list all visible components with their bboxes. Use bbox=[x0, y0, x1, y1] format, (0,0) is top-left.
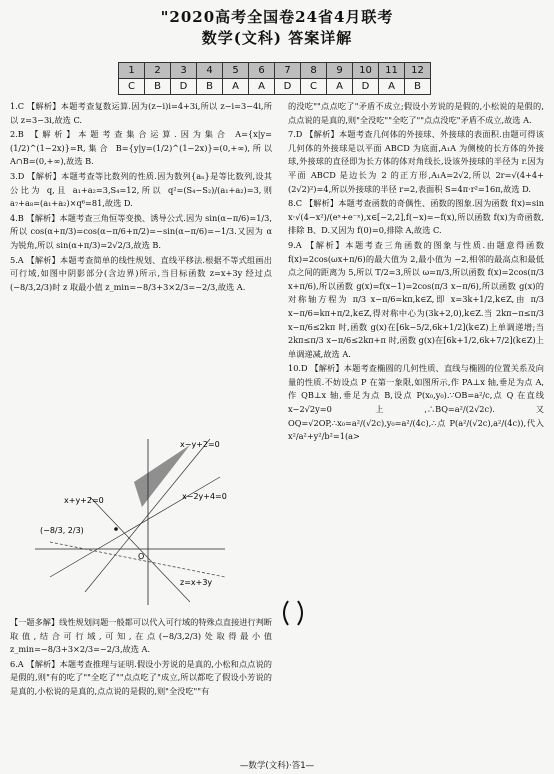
answer-letter: D bbox=[171, 79, 197, 95]
question-number: 1 bbox=[119, 63, 145, 79]
question-number: 2 bbox=[145, 63, 171, 79]
answer-letter: B bbox=[145, 79, 171, 95]
left-column bbox=[10, 100, 272, 295]
answer-letter: C bbox=[119, 79, 145, 95]
answer-letter: B bbox=[405, 79, 431, 95]
label-point: (−8/3, 2/3) bbox=[40, 526, 84, 535]
question-number: 6 bbox=[249, 63, 275, 79]
answer-letter: B bbox=[197, 79, 223, 95]
solution-2: 2.B 【解析】本题考查集合运算.因为集合 A={x|y=(1/2)^(1−2x)}=R,集合 B={y|y=(1/2)^(1−2x)}=(0,+∞),所以 A∩B=(0,+∞),故选 B. bbox=[10, 129, 272, 167]
solution-1: 1.C 【解析】本题考查复数运算.因为(z−i)i=4+3i,所以 z−i=3−4i,所以 z=3−3i,故选 C. bbox=[10, 101, 272, 125]
right-column bbox=[288, 100, 544, 445]
label-line4: z=x+3y bbox=[180, 578, 213, 587]
answer-letter: D bbox=[275, 79, 301, 95]
column-divider-mark bbox=[278, 598, 310, 628]
question-number: 11 bbox=[379, 63, 405, 79]
question-number: 8 bbox=[301, 63, 327, 79]
label-line2: x+y+2=0 bbox=[64, 496, 104, 505]
answer-letter: D bbox=[353, 79, 379, 95]
solution-9: 9.A 【解析】本题考查三角函数的图象与性质.由题意得函数 f(x)=2cos(ωx+π/6)的最大值为 2,最小值为 −2,相邻的最高点和最低点之间的距离为 5,所以 T/2=3,所以 ω=π/3,所以函数 f(x)=2cos(π/3 x+π/6),所以函数 g(x)=f(x−1)=2cos(π/3 x−π/6),所以函数 g(x)的对称轴方程为 π/3 x−π/6=kπ,k∈Z,即 x=3k+1/2,k∈Z,由 π/3 x−π/6=kπ+π/2,k∈Z,得对称中心为(3k+2,0),k∈Z.当 2kπ−π≤π/3 x−π/6≤2kπ 时,函数 g(x)在[6k−5/2,6k+1/2](k∈Z)上单调递增;当 2kπ≤π/3 x−π/6≤2kπ+π 时,函数 g(x)在[6k+1/2,6k+7/2](k∈Z)上单调递减,故选 A. bbox=[288, 239, 544, 359]
answer-number-row bbox=[119, 63, 431, 79]
label-origin: O bbox=[138, 552, 145, 561]
left-column-bottom bbox=[10, 616, 272, 700]
answer-letter: C bbox=[301, 79, 327, 95]
solution-6: 6.A 【解析】本题考查推理与证明.假设小芳说的是真的,小松和点点说的是假的,则"有的吃了""全吃了""点点吃了"成立,所以都吃了假设小芳说的是真的,小松说的是真的,点点说的是假的,则"全没吃""有 bbox=[10, 658, 272, 696]
question-number: 7 bbox=[275, 63, 301, 79]
page-title: "2020高考全国卷24省4月联考 bbox=[160, 8, 394, 26]
answer-table bbox=[118, 62, 431, 95]
label-line1: x−y+2=0 bbox=[180, 440, 220, 449]
question-number: 5 bbox=[223, 63, 249, 79]
question-number: 12 bbox=[405, 63, 431, 79]
answer-letter-row bbox=[119, 79, 431, 95]
answer-letter: A bbox=[327, 79, 353, 95]
optimal-point bbox=[114, 527, 118, 531]
line-x-minus-y bbox=[85, 439, 213, 592]
page-footer: —数学(文科)·答1— bbox=[239, 761, 315, 771]
alt-solution: 【一题多解】线性规划问题一般都可以代入可行域的特殊点直接进行判断取值,结合可行域,可知,在点(−8/3,2/3)处取得最小值 z_min=−8/3+3×2/3=−2/3,故选 A. bbox=[10, 617, 273, 655]
question-number: 4 bbox=[197, 63, 223, 79]
question-number: 10 bbox=[353, 63, 379, 79]
answer-letter: A bbox=[249, 79, 275, 95]
line-x-plus-y bbox=[90, 497, 190, 602]
solution-4: 4.B 【解析】本题考查三角恒等变换、诱导公式.因为 sin(α−π/6)=1/3,所以 cos(α+π/3)=cos(α−π/6+π/2)=−sin(α−π/6)=−1/3.又因为 α 为锐角,所以 sin(α+π/3)=2√2/3,故选 B. bbox=[10, 212, 272, 250]
solution-10: 10.D 【解析】本题考查椭圆的几何性质、直线与椭圆的位置关系及向量的性质.不妨设点 P 在第一象限,如图所示,作 PA⊥x 轴,垂足为点 A,作 QB⊥x 轴,垂足为点 B,设点 P(x₀,y₀).∵OB=a²/c,点 Q 在直线 x−2√2y=0 上,∴BQ=a²/(2√2c).又OQ=√2OP,∴x₀=a²/(√2c),y₀=a²/(4c),∴点 P(a²/(√2c),a²/(4c)),代入 x²/a²+y²/b²=1(a> bbox=[288, 363, 544, 442]
label-line3: x−2y+4=0 bbox=[182, 492, 227, 501]
solution-6-cont: 的没吃""点点吃了"矛盾不成立;假设小芳说的是假的,小松说的是假的,点点说的是真的,则"全没吃""全吃了""点点没吃"矛盾不成立,故选 A. bbox=[288, 101, 544, 125]
question-number: 9 bbox=[327, 63, 353, 79]
solution-3: 3.D 【解析】本题考查等比数列的性质.因为数列{aₙ}是等比数列,设其公比为 q,且 a₁+a₂=3,S₄=12,所以 q²=(S₄−S₂)/(a₁+a₂)=3,则 a₇+a₈=(a₁+a₂)×q⁶=81,故选 D. bbox=[10, 170, 272, 209]
solution-5: 5.A 【解析】本题考查简单的线性规划、直线平移法.根据不等式组画出可行域,如图中阴影部分(含边界)所示,当目标函数 z=x+3y 经过点(−8/3,2/3)时 z 取最小值 z_min=−8/3+3×2/3=−2/3,故选 A. bbox=[10, 254, 272, 292]
page-subtitle: 数学(文科) 答案详解 bbox=[201, 29, 353, 47]
answer-letter: A bbox=[379, 79, 405, 95]
solution-8: 8.C 【解析】本题考查函数的奇偶性、函数的图象.因为函数 f(x)=sin x·√(4−x²)/(eˣ+e⁻ˣ),x∈[−2,2],f(−x)=−f(x),所以函数 f(x)为奇函数,排除 B、D.又因为 f(0)=0,排除 A,故选 C. bbox=[288, 198, 544, 236]
feasible-region-graph bbox=[30, 437, 230, 607]
answer-letter: A bbox=[223, 79, 249, 95]
question-number: 3 bbox=[171, 63, 197, 79]
solution-7: 7.D 【解析】本题考查几何体的外接球、外接球的表面积.由题可得该几何体的外接球是以平面 ABCD 为底面,A₁A 为侧棱的长方体的外接球,外接球的直径即为长方体的体对角线长,设该外接球的半径为 r.因为平面 ABCD 是边长为 2 的正方形,A₁A=2√2,所以 2r=√(4+4+(2√2)²)=4,所以外接球的半径 r=2,表面积 S=4π·r²=16π,故选 D. bbox=[288, 129, 544, 194]
